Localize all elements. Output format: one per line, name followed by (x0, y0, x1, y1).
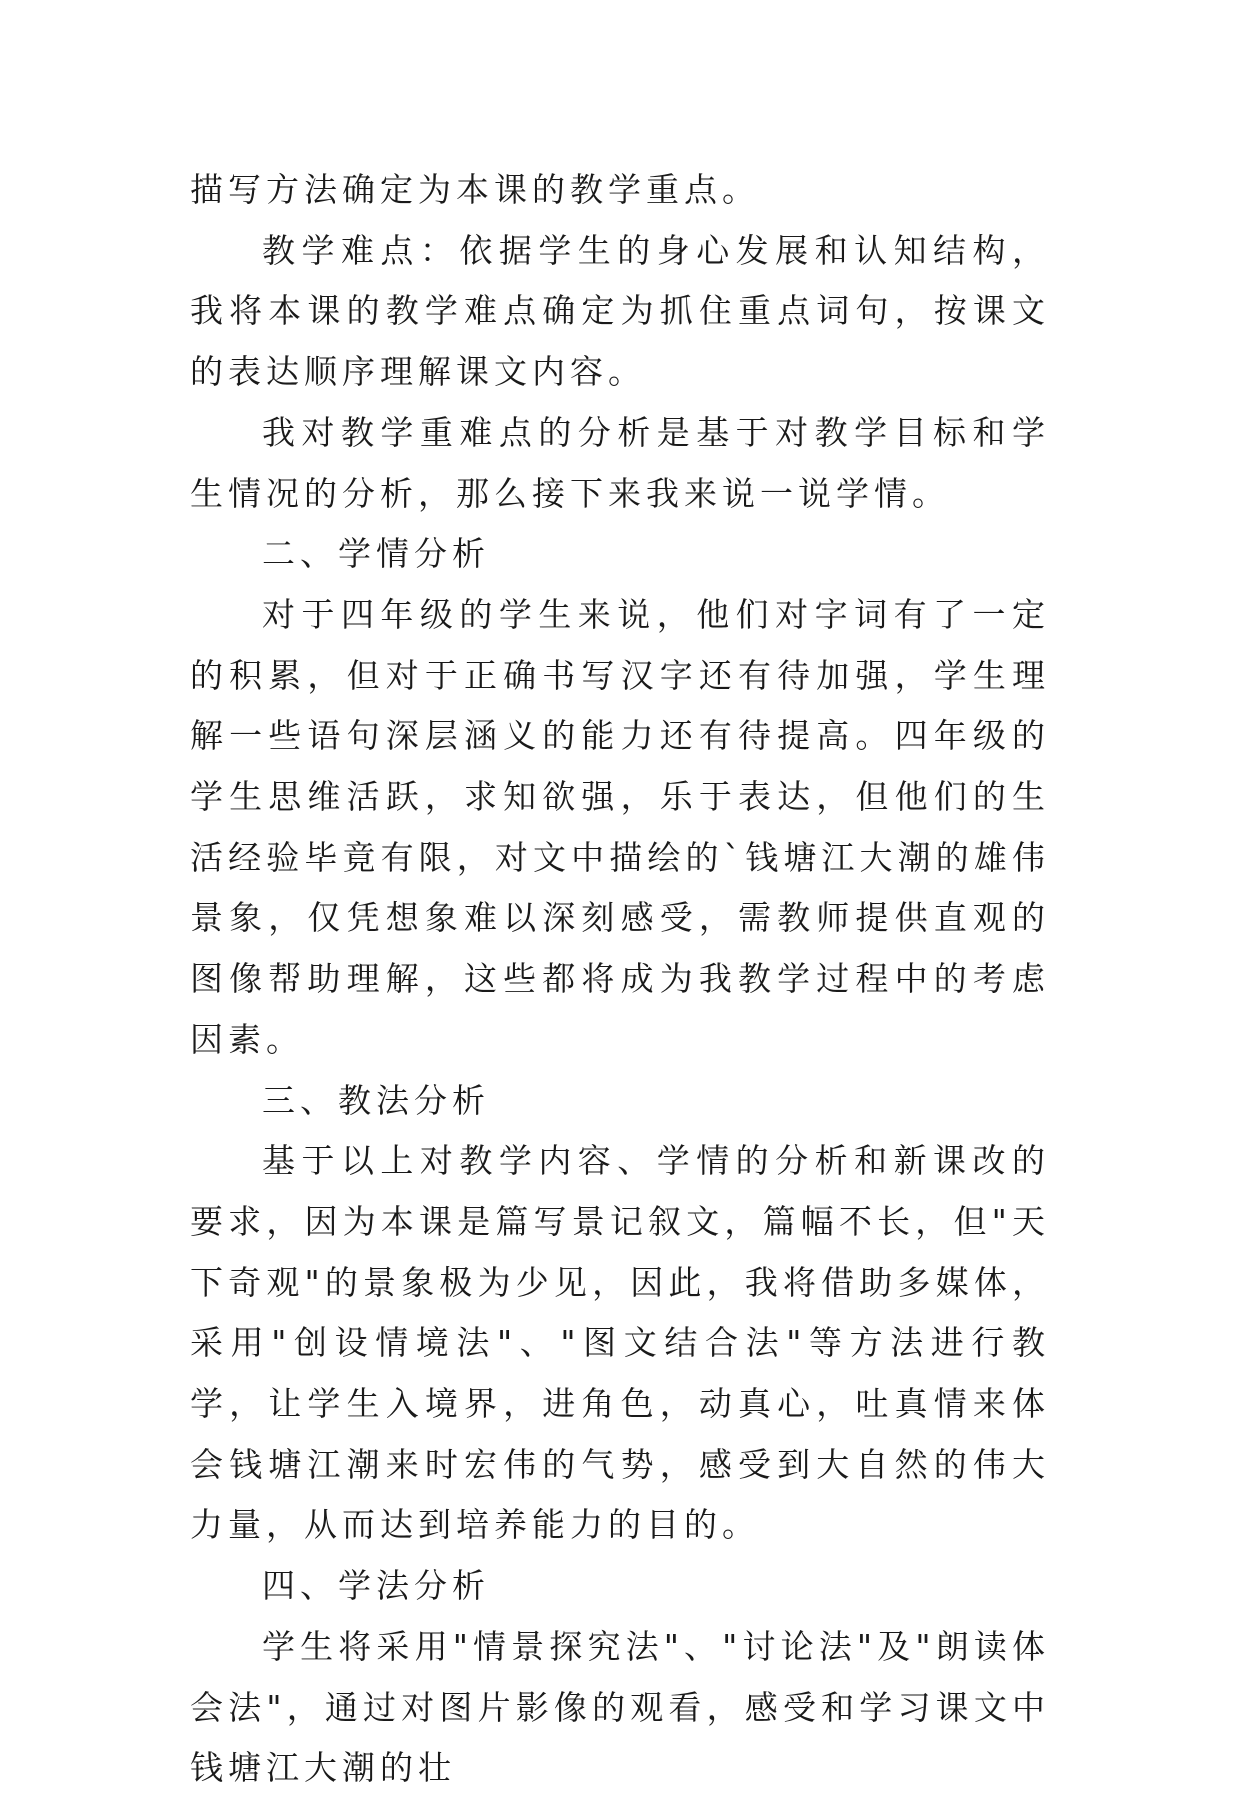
section-heading-learning-method: 四、学法分析 (262, 1566, 490, 1606)
continuation-paragraph: 描写方法确定为本课的教学重点。 (190, 170, 760, 209)
paragraph-teaching-difficulty: 教学难点：依据学生的身心发展和认知结构，我将本课的教学难点确定为抓住重点词句，按课文的表达顺序理解课文内容。 (190, 230, 1050, 392)
paragraph-analysis-basis: 我对教学重难点的分析是基于对教学目标和学生情况的分析，那么接下来我来说一说学情。 (190, 412, 1050, 513)
document-body (190, 160, 1050, 1799)
section-heading-teaching-method: 三、教法分析 (262, 1080, 490, 1120)
section-heading-student-analysis: 二、学情分析 (262, 534, 490, 574)
paragraph-learning-method: 学生将采用"情景探究法"、"讨论法"及"朗读体会法"，通过对图片影像的观看，感受和学习课文中钱塘江大潮的壮 (190, 1626, 1050, 1788)
paragraph-teaching-method: 基于以上对教学内容、学情的分析和新课改的要求，因为本课是篇写景记叙文，篇幅不长，但"天下奇观"的景象极为少见，因此，我将借助多媒体，采用"创设情境法"、"图文结合法"等方法进行教学，让学生入境界，进角色，动真心，吐真情来体会钱塘江潮来时宏伟的气势，感受到大自然的伟大力量，从而达到培养能力的目的。 (190, 1141, 1050, 1545)
paragraph-student-analysis: 对于四年级的学生来说，他们对字词有了一定的积累，但对于正确书写汉字还有待加强，学生理解一些语句深层涵义的能力还有待提高。四年级的学生思维活跃，求知欲强，乐于表达，但他们的生活经验毕竟有限，对文中描绘的`钱塘江大潮的雄伟景象，仅凭想象难以深刻感受，需教师提供直观的图像帮助理解，这些都将成为我教学过程中的考虑因素。 (190, 594, 1050, 1059)
